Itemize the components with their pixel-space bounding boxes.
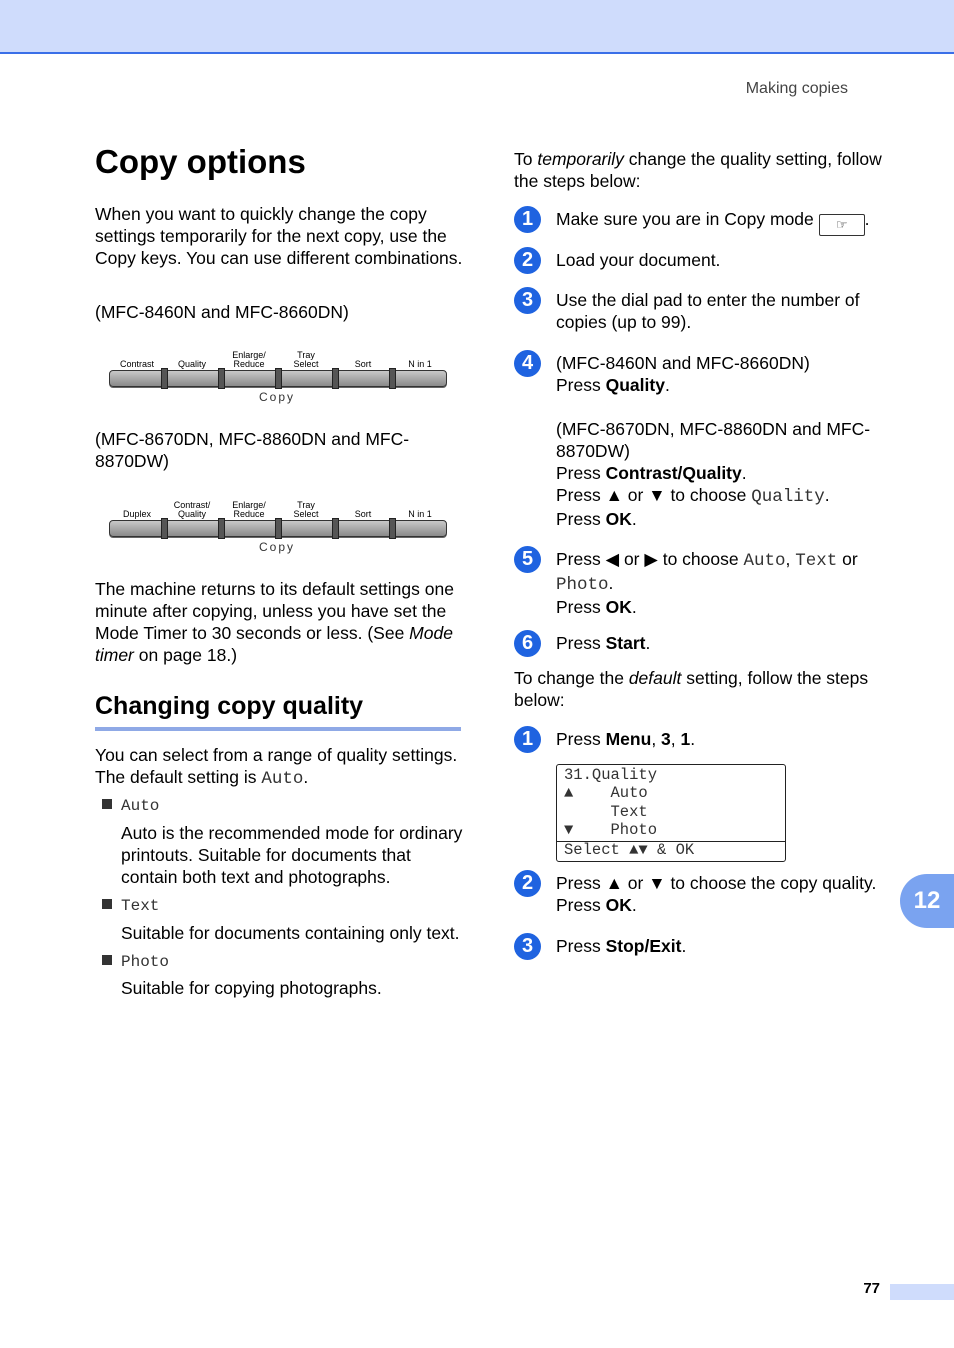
step-number-badge: 1: [514, 726, 541, 753]
section-heading: Changing copy quality: [95, 692, 364, 720]
copy-key-label: Contrast: [119, 359, 154, 369]
key-separator: [332, 518, 339, 539]
copy-key-label: Enlarge/ Reduce: [232, 500, 266, 519]
copy-key-label: Sort: [354, 509, 372, 519]
key-separator: [332, 368, 339, 389]
left-arrow-icon: ◀: [605, 549, 620, 569]
square-bullet-icon: [102, 899, 112, 909]
key-separator: [161, 368, 168, 389]
step-number-badge: 4: [514, 350, 541, 377]
copy-key-label: Enlarge/ Reduce: [232, 350, 266, 369]
step-number-badge: 6: [514, 630, 541, 657]
copy-key-label: N in 1: [408, 509, 432, 519]
temporary-intro: To temporarily change the quality setting, follow the steps below:: [514, 149, 882, 191]
copy-key-label: Tray Select: [293, 350, 319, 369]
option-auto-desc: Auto is the recommended mode for ordinary printouts. Suitable for documents that contain both text and photographs.: [121, 823, 463, 887]
copy-key-label: Duplex: [122, 509, 151, 519]
step-number-badge: 1: [514, 206, 541, 233]
page-number: 77: [863, 1280, 880, 1297]
section-underline: [95, 727, 461, 731]
copy-key-label: Tray Select: [293, 500, 319, 519]
option-photo: Photo: [102, 953, 169, 971]
step-number-badge: 3: [514, 933, 541, 960]
footer-bar: [890, 1284, 954, 1300]
default-intro: To change the default setting, follow the steps below:: [514, 668, 869, 710]
copy-key-label: Contrast/ Quality: [173, 500, 211, 519]
square-bullet-icon: [102, 799, 112, 809]
up-arrow-icon: ▲: [605, 873, 623, 893]
right-arrow-icon: ▶: [644, 549, 658, 569]
key-separator: [389, 518, 396, 539]
option-text: Text: [102, 897, 159, 915]
copy-mode-key-icon: ☞: [819, 214, 865, 236]
option-auto: Auto: [102, 797, 159, 815]
down-arrow-icon: ▼: [648, 873, 666, 893]
copy-panel-caption: Copy: [258, 540, 295, 554]
key-separator: [275, 368, 282, 389]
quality-intro: You can select from a range of quality settings. The default setting is Auto.: [95, 745, 458, 789]
mode-timer-ref: Mode timer: [95, 623, 453, 665]
page-title: Copy options: [95, 143, 306, 180]
top-header-bar: [0, 0, 954, 54]
key-separator: [389, 368, 396, 389]
model-label-1: (MFC-8460N and MFC-8660DN): [95, 302, 349, 322]
step-number-badge: 2: [514, 247, 541, 274]
option-photo-desc: Suitable for copying photographs.: [121, 978, 382, 998]
up-arrow-icon: ▲: [605, 485, 623, 505]
lcd-display: 31.Quality ▲ Auto Text ▼ Photo Select ▲▼ & OK: [556, 764, 786, 862]
down-arrow-icon: ▼: [648, 485, 666, 505]
intro-paragraph: When you want to quickly change the copy settings temporarily for the next copy, use the Copy keys. You can use different combinations.: [95, 204, 463, 268]
copy-key-label: N in 1: [408, 359, 432, 369]
key-separator: [218, 368, 225, 389]
key-separator: [161, 518, 168, 539]
copy-key-label: Quality: [177, 359, 206, 369]
copy-panel-caption: Copy: [258, 390, 295, 404]
square-bullet-icon: [102, 955, 112, 965]
copy-key-label: Sort: [354, 359, 372, 369]
chapter-tab: 12: [900, 874, 954, 928]
option-text-desc: Suitable for documents containing only text.: [121, 923, 460, 943]
copy-keys-panel-1: [107, 348, 447, 408]
key-separator: [275, 518, 282, 539]
step-number-badge: 2: [514, 870, 541, 897]
step-number-badge: 5: [514, 546, 541, 573]
copy-keys-panel-2: [107, 498, 447, 558]
running-header: Making copies: [745, 80, 848, 97]
model-label-2: (MFC-8670DN, MFC-8860DN and MFC-8870DW): [95, 429, 410, 471]
step-number-badge: 3: [514, 287, 541, 314]
key-separator: [218, 518, 225, 539]
default-return-paragraph: The machine returns to its default settings one minute after copying, unless you have set the Mode Timer to 30 seconds or less. (See Mode timer on page 18.): [95, 579, 454, 665]
